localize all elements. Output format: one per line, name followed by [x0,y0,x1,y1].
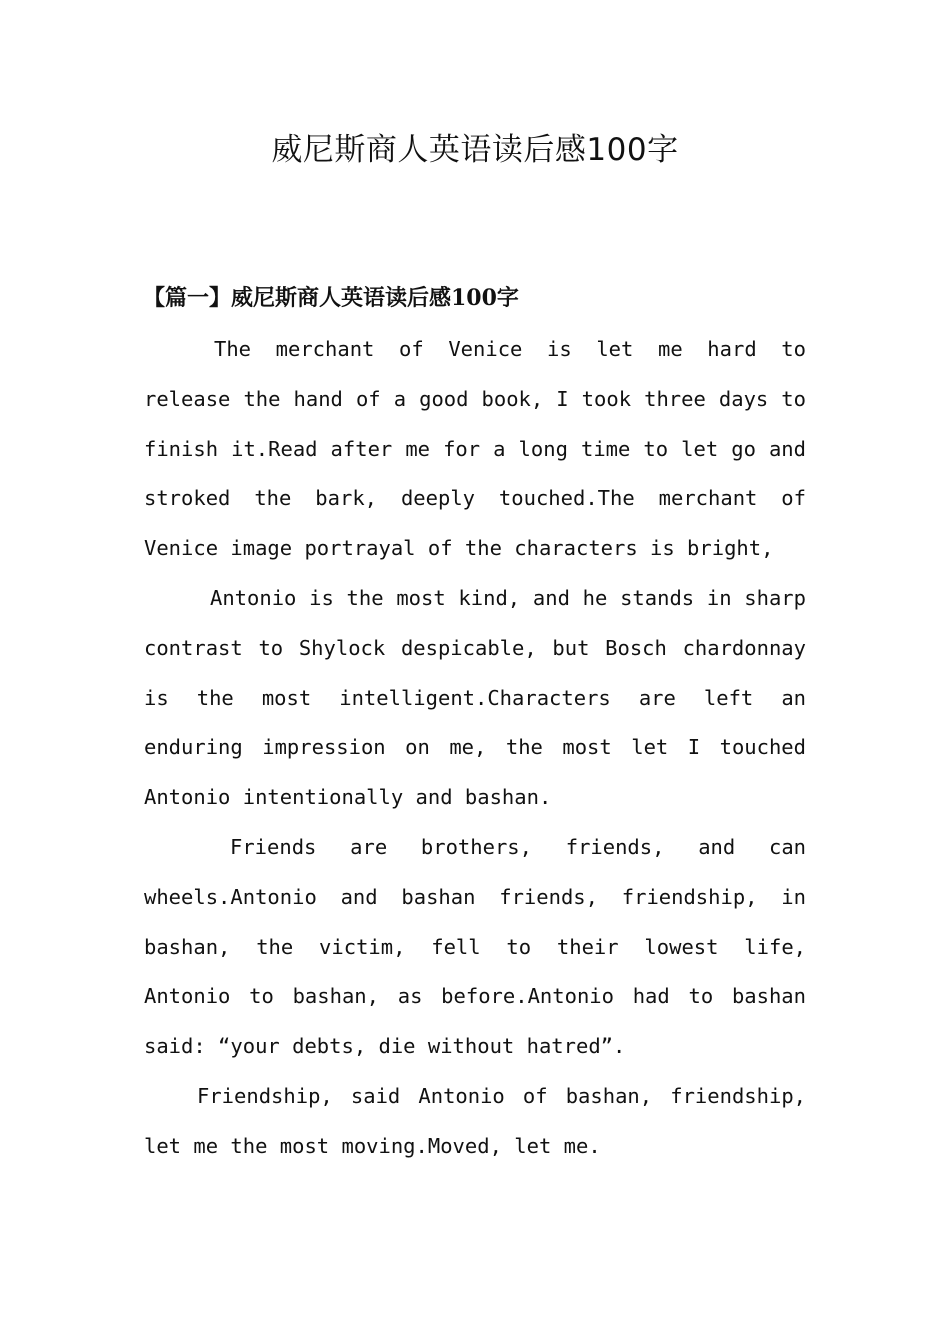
paragraph-3: Friends are brothers, friends, and can wheels.Antonio and bashan friends, friendship, in bashan, the victim, fell to their lowest life, Antonio to bashan, as before.Antonio had to bashan said: “your debts, die without hatred”. [144,834,806,1059]
document-title: 威尼斯商人英语读后感100字 [271,132,679,168]
document-body [144,325,806,1172]
paragraph-4: Friendship, said Antonio of bashan, friendship, let me the most moving.Moved, let me. [144,1083,806,1158]
section-heading: 【篇一】威尼斯商人英语读后感100字 [143,285,519,311]
paragraph-2: Antonio is the most kind, and he stands in sharp contrast to Shylock despicable, but Bosch chardonnay is the most intelligent.Characters are left an enduring impression on me, the most let I touched Antonio intentionally and bashan. [144,585,806,810]
paragraph-1: The merchant of Venice is let me hard to release the hand of a good book, I took three days to finish it.Read after me for a long time to let go and stroked the bark, deeply touched.The merchant of Venice image portrayal of the characters is bright, [144,337,806,561]
